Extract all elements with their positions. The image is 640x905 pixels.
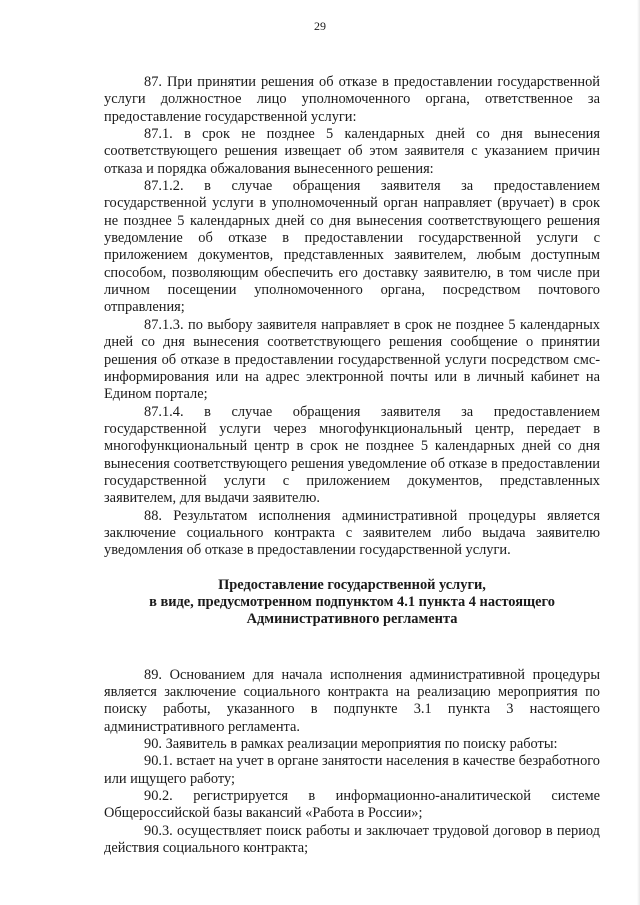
paragraph-88: 88. Результатом исполнения административной процедуры является заключение социального контракта с заявителем либо выдача заявителю уведомления об отказе в предоставлении государственной услуги. — [104, 507, 600, 559]
paragraph-90: 90. Заявитель в рамках реализации мероприятия по поиску работы: — [144, 736, 558, 753]
section-heading — [104, 577, 600, 629]
section-heading-line-1: Предоставление государственной услуги, — [218, 576, 486, 593]
document-body — [104, 74, 600, 857]
paragraph-89: 89. Основанием для начала исполнения административной процедуры является заключение социального контракта на реализацию мероприятия по поиску работы, указанного в подпункте 3.1 пункта 3 настоящего административного регламента. — [104, 666, 600, 735]
paragraph-87-1-3: 87.1.3. по выбору заявителя направляет в срок не позднее 5 календарных дней со дня вынесения соответствующего решения сообщение о принятии решения об отказе в предоставлении государственной услуги посредством смс-информирования или на адрес электронной почты или в личный кабинет на Едином портале; — [104, 316, 600, 403]
paragraph-90-1: 90.1. встает на учет в органе занятости населения в качестве безработного или ищущего работу; — [104, 753, 600, 787]
paragraph-90-2: 90.2. регистрируется в информационно-аналитической системе Общероссийской базы вакансий «Работа в России»; — [104, 788, 600, 822]
section-heading-line-3: Административного регламента — [246, 611, 458, 628]
paragraph-87: 87. При принятии решения об отказе в предоставлении государственной услуги должностное лицо уполномоченного органа, ответственное за предоставление государственной услуги: — [104, 74, 600, 125]
page-number: 29 — [314, 19, 326, 33]
paragraph-87-1-2: 87.1.2. в случае обращения заявителя за предоставлением государственной услуги в уполномоченный орган направляет (вручает) в срок не позднее 5 календарных дней со дня вынесения соответствующего решения уведомление об отказе в предоставлении государственной услуги с приложением документов, представленных заявителем, любым доступным способом, позволяющим обеспечить его доставку заявителю, в том числе при личном посещении уполномоченного органа, посредством почтового отправления; — [104, 178, 600, 316]
section-heading-line-2: в виде, предусмотренном подпунктом 4.1 пункта 4 настоящего — [149, 593, 555, 610]
paragraph-87-1: 87.1. в срок не позднее 5 календарных дней со дня вынесения соответствующего решения извещает об этом заявителя с указанием причин отказа и порядка обжалования вынесенного решения: — [104, 126, 600, 177]
paragraph-90-3: 90.3. осуществляет поиск работы и заключает трудовой договор в период действия социального контракта; — [104, 822, 600, 857]
paragraph-87-1-4: 87.1.4. в случае обращения заявителя за предоставлением государственной услуги через многофункциональный центр, передает в многофункциональный центр в срок не позднее 5 календарных дней со дня вынесения соответствующего решения уведомление об отказе в предоставлении государственной услуги с приложением документов, представленных заявителем, для выдачи заявителю. — [104, 403, 600, 507]
